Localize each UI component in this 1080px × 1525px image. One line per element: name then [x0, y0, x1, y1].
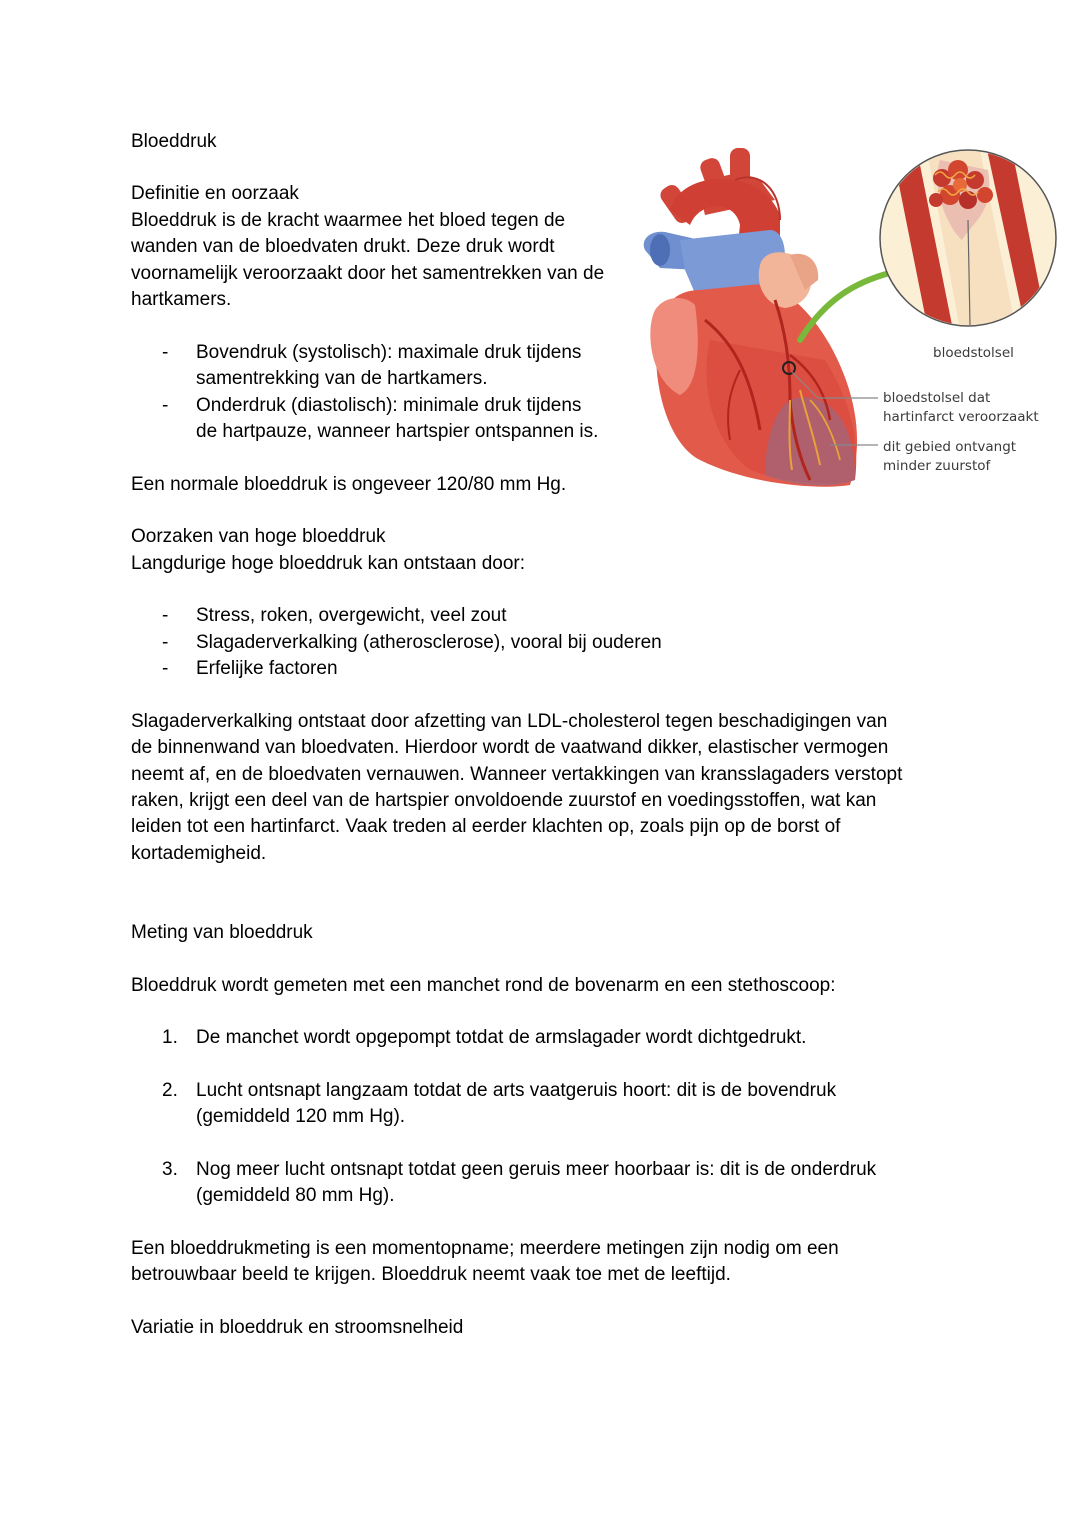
paragraph-line: hartkamers.: [131, 289, 232, 310]
cause-item: Stress, roken, overgewicht, veel zout: [196, 605, 507, 626]
bullet-systolic-cont: samentrekking van de hartkamers.: [196, 368, 488, 389]
paragraph-line: neemt af, en de bloedvaten vernauwen. Wanneer vertakkingen van kransslagaders verstopt: [131, 764, 903, 785]
bullet-diastolic-cont: de hartpauze, wanneer hartspier ontspannen is.: [196, 421, 599, 442]
paragraph-line: kortademigheid.: [131, 843, 267, 864]
paragraph-line: leiden tot een hartinfarct. Vaak treden al eerder klachten op, zoals pijn op de borst of: [131, 816, 841, 837]
bullet-marker: -: [162, 658, 169, 679]
step-text-cont: (gemiddeld 120 mm Hg).: [196, 1106, 406, 1127]
step-text: Lucht ontsnapt langzaam totdat de arts vaatgeruis hoort: dit is de bovendruk: [196, 1080, 837, 1101]
label-infarct-line1: bloedstolsel dat: [883, 390, 991, 406]
section-heading-measurement: Meting van bloeddruk: [131, 922, 313, 943]
paragraph-line: betrouwbaar beeld te krijgen. Bloeddruk neemt vaak toe met de leeftijd.: [131, 1264, 731, 1285]
step-number: 1.: [162, 1027, 178, 1048]
section-heading-variation: Variatie in bloeddruk en stroomsnelheid: [131, 1317, 464, 1338]
paragraph-line: Een bloeddrukmeting is een momentopname; meerdere metingen zijn nodig om een: [131, 1238, 839, 1259]
bullet-marker: -: [162, 605, 169, 626]
bullet-diastolic: Onderdruk (diastolisch): minimale druk tijdens: [196, 395, 582, 416]
step-text: Nog meer lucht ontsnapt totdat geen geruis meer hoorbaar is: dit is de onderdruk: [196, 1159, 877, 1180]
step-number: 3.: [162, 1159, 178, 1180]
section-heading-definition: Definitie en oorzaak: [131, 183, 299, 204]
causes-intro: Langdurige hoge bloeddruk kan ontstaan door:: [131, 553, 526, 574]
step-text-cont: (gemiddeld 80 mm Hg).: [196, 1185, 395, 1206]
paragraph-line: Bloeddruk is de kracht waarmee het bloed tegen de: [131, 210, 566, 231]
page-title: Bloeddruk: [131, 131, 217, 152]
bullet-systolic: Bovendruk (systolisch): maximale druk tijdens: [196, 342, 582, 363]
paragraph-line: voornamelijk veroorzaakt door het samentrekken van de: [131, 263, 605, 284]
label-area-line1: dit gebied ontvangt: [883, 439, 1017, 455]
heart-infarct-illustration: [640, 140, 1060, 500]
paragraph-line: Slagaderverkalking ontstaat door afzetting van LDL-cholesterol tegen beschadigingen van: [131, 711, 888, 732]
section-heading-causes: Oorzaken van hoge bloeddruk: [131, 526, 386, 547]
paragraph-line: de binnenwand van bloedvaten. Hierdoor wordt de vaatwand dikker, elastischer vermogen: [131, 737, 889, 758]
bullet-marker: -: [162, 395, 169, 416]
paragraph-line: wanden van de bloedvaten drukt. Deze druk wordt: [131, 236, 555, 257]
measurement-intro: Bloeddruk wordt gemeten met een manchet rond de bovenarm en een stethoscoop:: [131, 975, 836, 996]
label-infarct-line2: hartinfarct veroorzaakt: [883, 409, 1039, 425]
bullet-marker: -: [162, 632, 169, 653]
cause-item: Slagaderverkalking (atherosclerose), vooral bij ouderen: [196, 632, 662, 653]
label-area-line2: minder zuurstof: [883, 458, 991, 474]
normal-blood-pressure: Een normale bloeddruk is ongeveer 120/80 mm Hg.: [131, 474, 567, 495]
paragraph-line: raken, krijgt een deel van de hartspier onvoldoende zuurstof en voedingsstoffen, wat kan: [131, 790, 877, 811]
step-number: 2.: [162, 1080, 178, 1101]
step-text: De manchet wordt opgepompt totdat de armslagader wordt dichtgedrukt.: [196, 1027, 807, 1048]
label-clot: bloedstolsel: [933, 345, 1014, 361]
heart-icon: [650, 252, 857, 486]
bullet-marker: -: [162, 342, 169, 363]
cause-item: Erfelijke factoren: [196, 658, 338, 679]
